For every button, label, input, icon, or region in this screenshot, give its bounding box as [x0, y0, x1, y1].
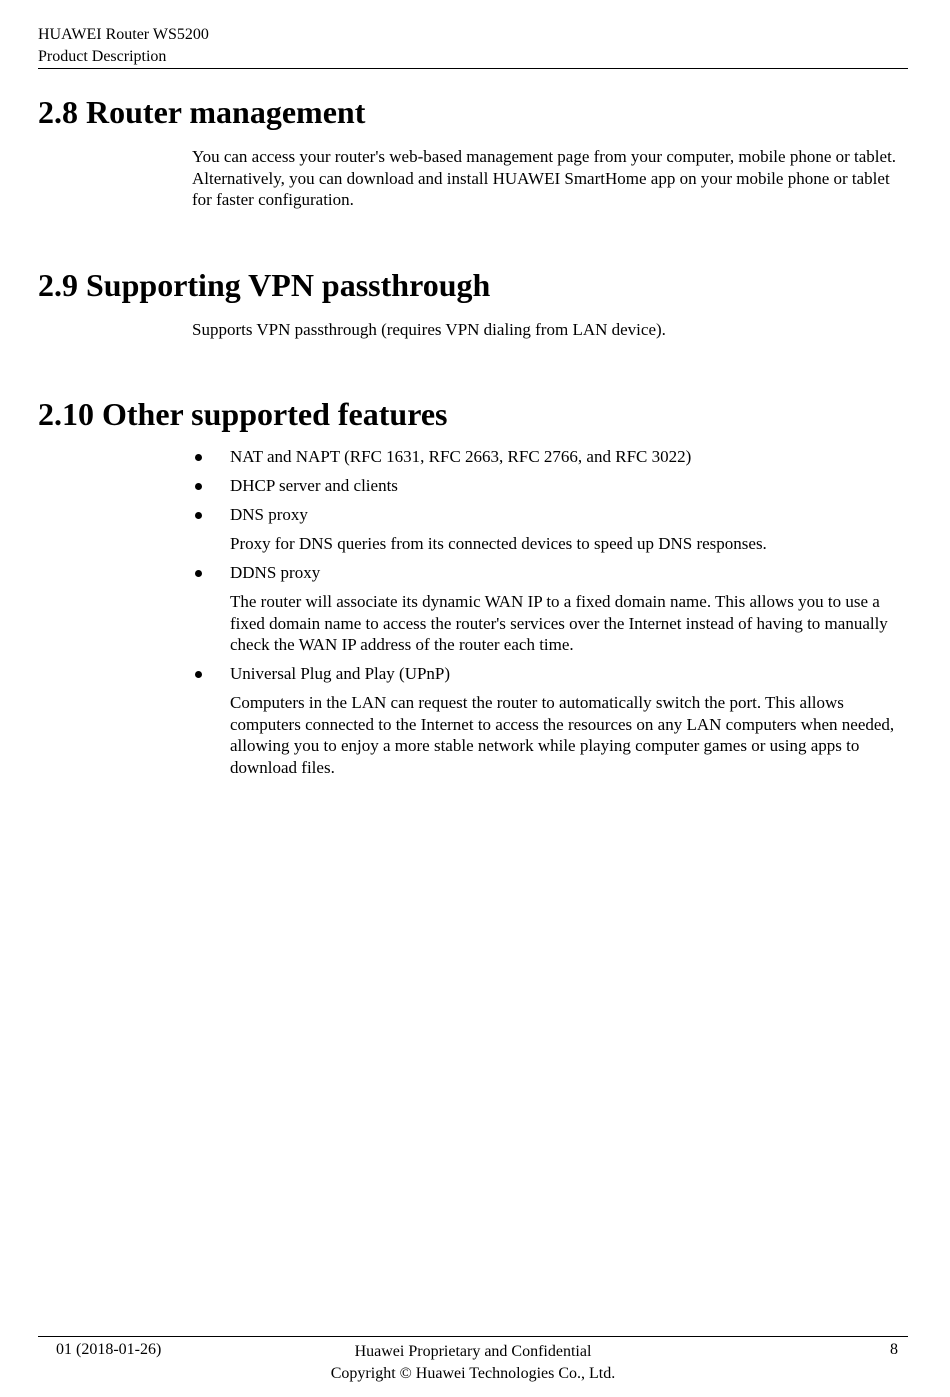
bullet-icon — [195, 512, 202, 519]
feature-item-dhcp — [192, 475, 908, 504]
bullet-icon — [195, 570, 202, 577]
feature-label: DHCP server and clients — [230, 476, 398, 495]
feature-description: Computers in the LAN can request the router to automatically switch the port. This allows computers connected to the Internet to access the resources on any LAN computers when needed, allowing you to enjoy a more stable network while playing computer games or using apps to download files. — [230, 693, 895, 777]
page-header — [38, 24, 908, 69]
footer-version: 01 (2018-01-26) — [56, 1341, 162, 1358]
feature-item-ddns-proxy — [192, 562, 908, 663]
feature-label: DDNS proxy — [230, 563, 321, 582]
footer-confidentiality: Huawei Proprietary and Confidential — [354, 1343, 592, 1360]
feature-description: Proxy for DNS queries from its connected devices to speed up DNS responses. — [230, 534, 767, 553]
section-body-vpn-passthrough: Supports VPN passthrough (requires VPN dialing from LAN device). — [192, 320, 666, 339]
footer-center — [38, 1341, 908, 1385]
page-footer — [38, 1336, 908, 1387]
section-title-router-management: 2.8 Router management — [38, 94, 366, 130]
section-title-vpn-passthrough: 2.9 Supporting VPN passthrough — [38, 267, 491, 303]
feature-label: Universal Plug and Play (UPnP) — [230, 664, 451, 683]
header-document-type: Product Description — [38, 48, 167, 65]
footer-page-number: 8 — [890, 1341, 898, 1358]
bullet-icon — [195, 454, 202, 461]
feature-list — [192, 446, 908, 786]
footer-copyright: Copyright © Huawei Technologies Co., Ltd. — [330, 1365, 616, 1382]
feature-label: DNS proxy — [230, 505, 308, 524]
feature-item-upnp — [192, 663, 908, 786]
bullet-icon — [195, 483, 202, 490]
header-product-name: HUAWEI Router WS5200 — [38, 26, 209, 43]
section-title-other-features: 2.10 Other supported features — [38, 396, 448, 432]
feature-label: NAT and NAPT (RFC 1631, RFC 2663, RFC 2766, and RFC 3022) — [230, 447, 692, 466]
feature-description: The router will associate its dynamic WAN IP to a fixed domain name. This allows you to use a fixed domain name to access the router's services over the Internet instead of having to manually check the WAN IP address of the router each time. — [230, 592, 888, 654]
feature-item-nat — [192, 446, 908, 475]
feature-item-dns-proxy — [192, 504, 908, 562]
bullet-icon — [195, 671, 202, 678]
section-body-router-management: You can access your router's web-based management page from your computer, mobile phone or tablet. Alternatively, you can download and install HUAWEI SmartHome app on your mobile phone or tablet for faster configuration. — [192, 147, 897, 209]
